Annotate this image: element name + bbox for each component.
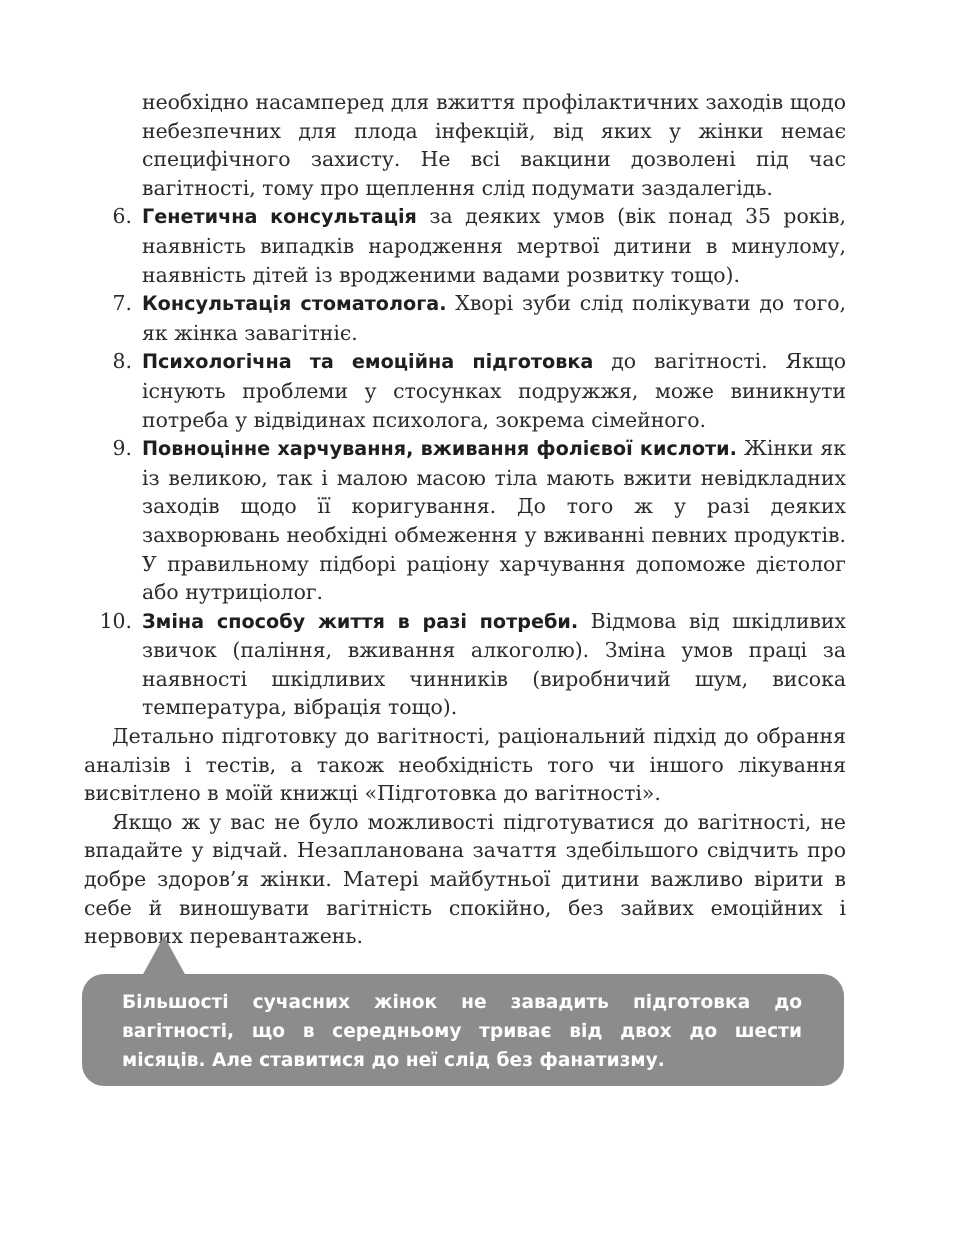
page-body	[84, 88, 846, 951]
list-item-9	[84, 434, 846, 607]
continuation-text: необхідно насамперед для вжиття профілактичних заходів щодо небезпечних для плода інфекцій, від яких у жінки немає специфічного захисту. Не всі вакцини дозволені під час вагітності, тому про щеплення слід подумати заздалегідь.	[142, 90, 846, 200]
callout-text: Більшості сучасних жінок не завадить підготовка до вагітності, що в середньому триває від двох до шести місяців. Але ставитися до неї слід без фанатизму.	[122, 992, 802, 1071]
list-item-6	[84, 202, 846, 289]
item-heading: Повноцінне харчування, вживання фолієвої кислоти.	[142, 437, 737, 461]
list-item-10	[84, 607, 846, 722]
item-heading: Психологічна та емоційна підготовка	[142, 350, 594, 374]
item-text: Жінки як із великою, так і малою масою тіла мають вжити невідкладних заходів щодо її коригування. До того ж у разі деяких захворювань необхідні обмеження у вживанні певних продуктів. У правильному підборі раціону харчування допоможе дієтолог або нутриціолог.	[142, 436, 846, 605]
item-number: 6.	[112, 204, 132, 229]
paragraph: Детально підготовку до вагітності, раціональний підхід до обрання аналізів і тестів, а також необхідність того чи іншого лікування висвітлено в моїй книжці «Підготовка до вагітності».	[84, 724, 846, 806]
item-text: Хворі зуби слід полікувати до того, як жінка завагітніє.	[142, 291, 847, 345]
callout-box	[82, 974, 844, 1086]
item-number: 10.	[99, 608, 132, 633]
item-heading: Генетична консультація	[142, 205, 417, 229]
item-number: 9.	[112, 436, 132, 461]
item-number: 7.	[112, 291, 132, 316]
callout-pointer	[142, 936, 186, 976]
list-item-7	[84, 289, 846, 347]
paragraph: Якщо ж у вас не було можливості підготуватися до вагітності, не впадайте у відчай. Незапланована зачаття здебільшого свідчить про добре здоров’я жінки. Матері майбутньої дитини важливо вірити в себе й виношувати вагітність спокійно, без зайвих емоційних і нервових перевантажень.	[84, 809, 846, 949]
item-text: за деяких умов (вік понад 35 років, наявність випадків народження мертвої дитини в минулому, наявність дітей із вродженими вадами розвитку тощо).	[142, 204, 846, 287]
item-number: 8.	[112, 349, 132, 374]
list-item-8	[84, 347, 846, 434]
item-text: Відмова від шкідливих звичок (паління, вживання алкоголю). Зміна умов праці за наявності шкідливих чинників (виробничий шум, висока температура, вібрація тощо).	[142, 608, 846, 720]
item-heading: Консультація стоматолога.	[142, 292, 447, 316]
item-text: до вагітності. Якщо існують проблеми у стосунках подружжя, може виникнути потреба у відвідинах психолога, зокрема сімейного.	[142, 349, 846, 432]
item-heading: Зміна способу життя в разі потреби.	[142, 609, 579, 633]
